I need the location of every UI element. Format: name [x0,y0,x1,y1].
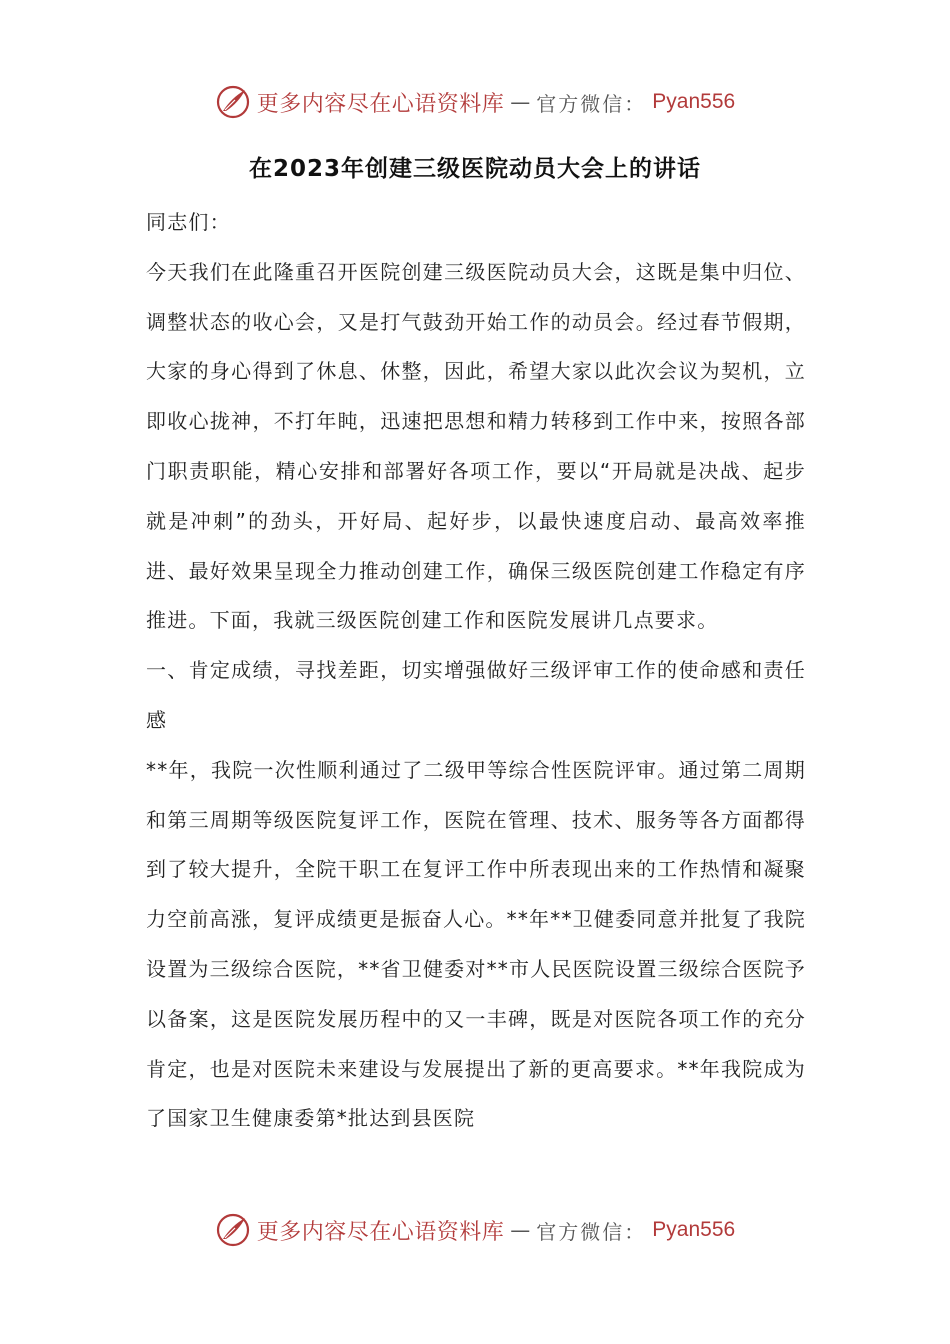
watermark-separator: — [510,90,531,114]
watermark-brand-text: 更多内容尽在心语资料库 [256,1219,505,1245]
watermark-wechat-id: Pyan556 [652,90,736,113]
paragraph: 今天我们在此隆重召开医院创建三级医院动员大会，这既是集中归位、调整状态的收心会，又是打气鼓劲开始工作的动员会。经过春节假期，大家的身心得到了休息、休整，因此，希望大家以此次会议为契机，立即收心拢神，不打年盹，迅速把思想和精力转移到工作中来，按照各部门职责职能，精心安排和部署好各项工作，要以“开局就是决战、起步就是冲刺”的劲头，开好局、起好步，以最快速度启动、最高效率推进、最好效果呈现全力推动创建工作，确保三级医院创建工作稳定有序推进。下面，我就三级医院创建工作和医院发展讲几点要求。 [146,259,806,633]
watermark-banner-bottom [0,1210,950,1250]
watermark-banner-top [0,82,950,122]
watermark-wechat-id: Pyan556 [652,1218,736,1241]
quill-pen-logo-icon [215,1212,251,1248]
document-title: 在2023年创建三级医院动员大会上的讲话 [248,156,701,182]
watermark-separator: — [510,1218,531,1242]
quill-pen-logo-icon [215,84,251,120]
watermark-wechat-label: 官方微信： [536,1219,647,1244]
watermark-wechat-label: 官方微信： [536,91,647,116]
salutation: 同志们： [146,210,231,234]
document-body [146,198,806,1144]
paragraph: **年，我院一次性顺利通过了二级甲等综合性医院评审。通过第二周期和第三周期等级医院复评工作，医院在管理、技术、服务等各方面都得到了较大提升，全院干职工在复评工作中所表现出来的工作热情和凝聚力空前高涨，复评成绩更是振奋人心。**年**卫健委同意并批复了我院设置为三级综合医院，**省卫健委对**市人民医院设置三级综合医院予以备案，这是医院发展历程中的又一丰碑，既是对医院各项工作的充分肯定，也是对医院未来建设与发展提出了新的更高要求。**年我院成为了国家卫生健康委第*批达到县医院 [146,757,806,1131]
section-heading: 一、肯定成绩，寻找差距，切实增强做好三级评审工作的使命感和责任感 [146,658,806,732]
watermark-brand-text: 更多内容尽在心语资料库 [256,91,505,117]
